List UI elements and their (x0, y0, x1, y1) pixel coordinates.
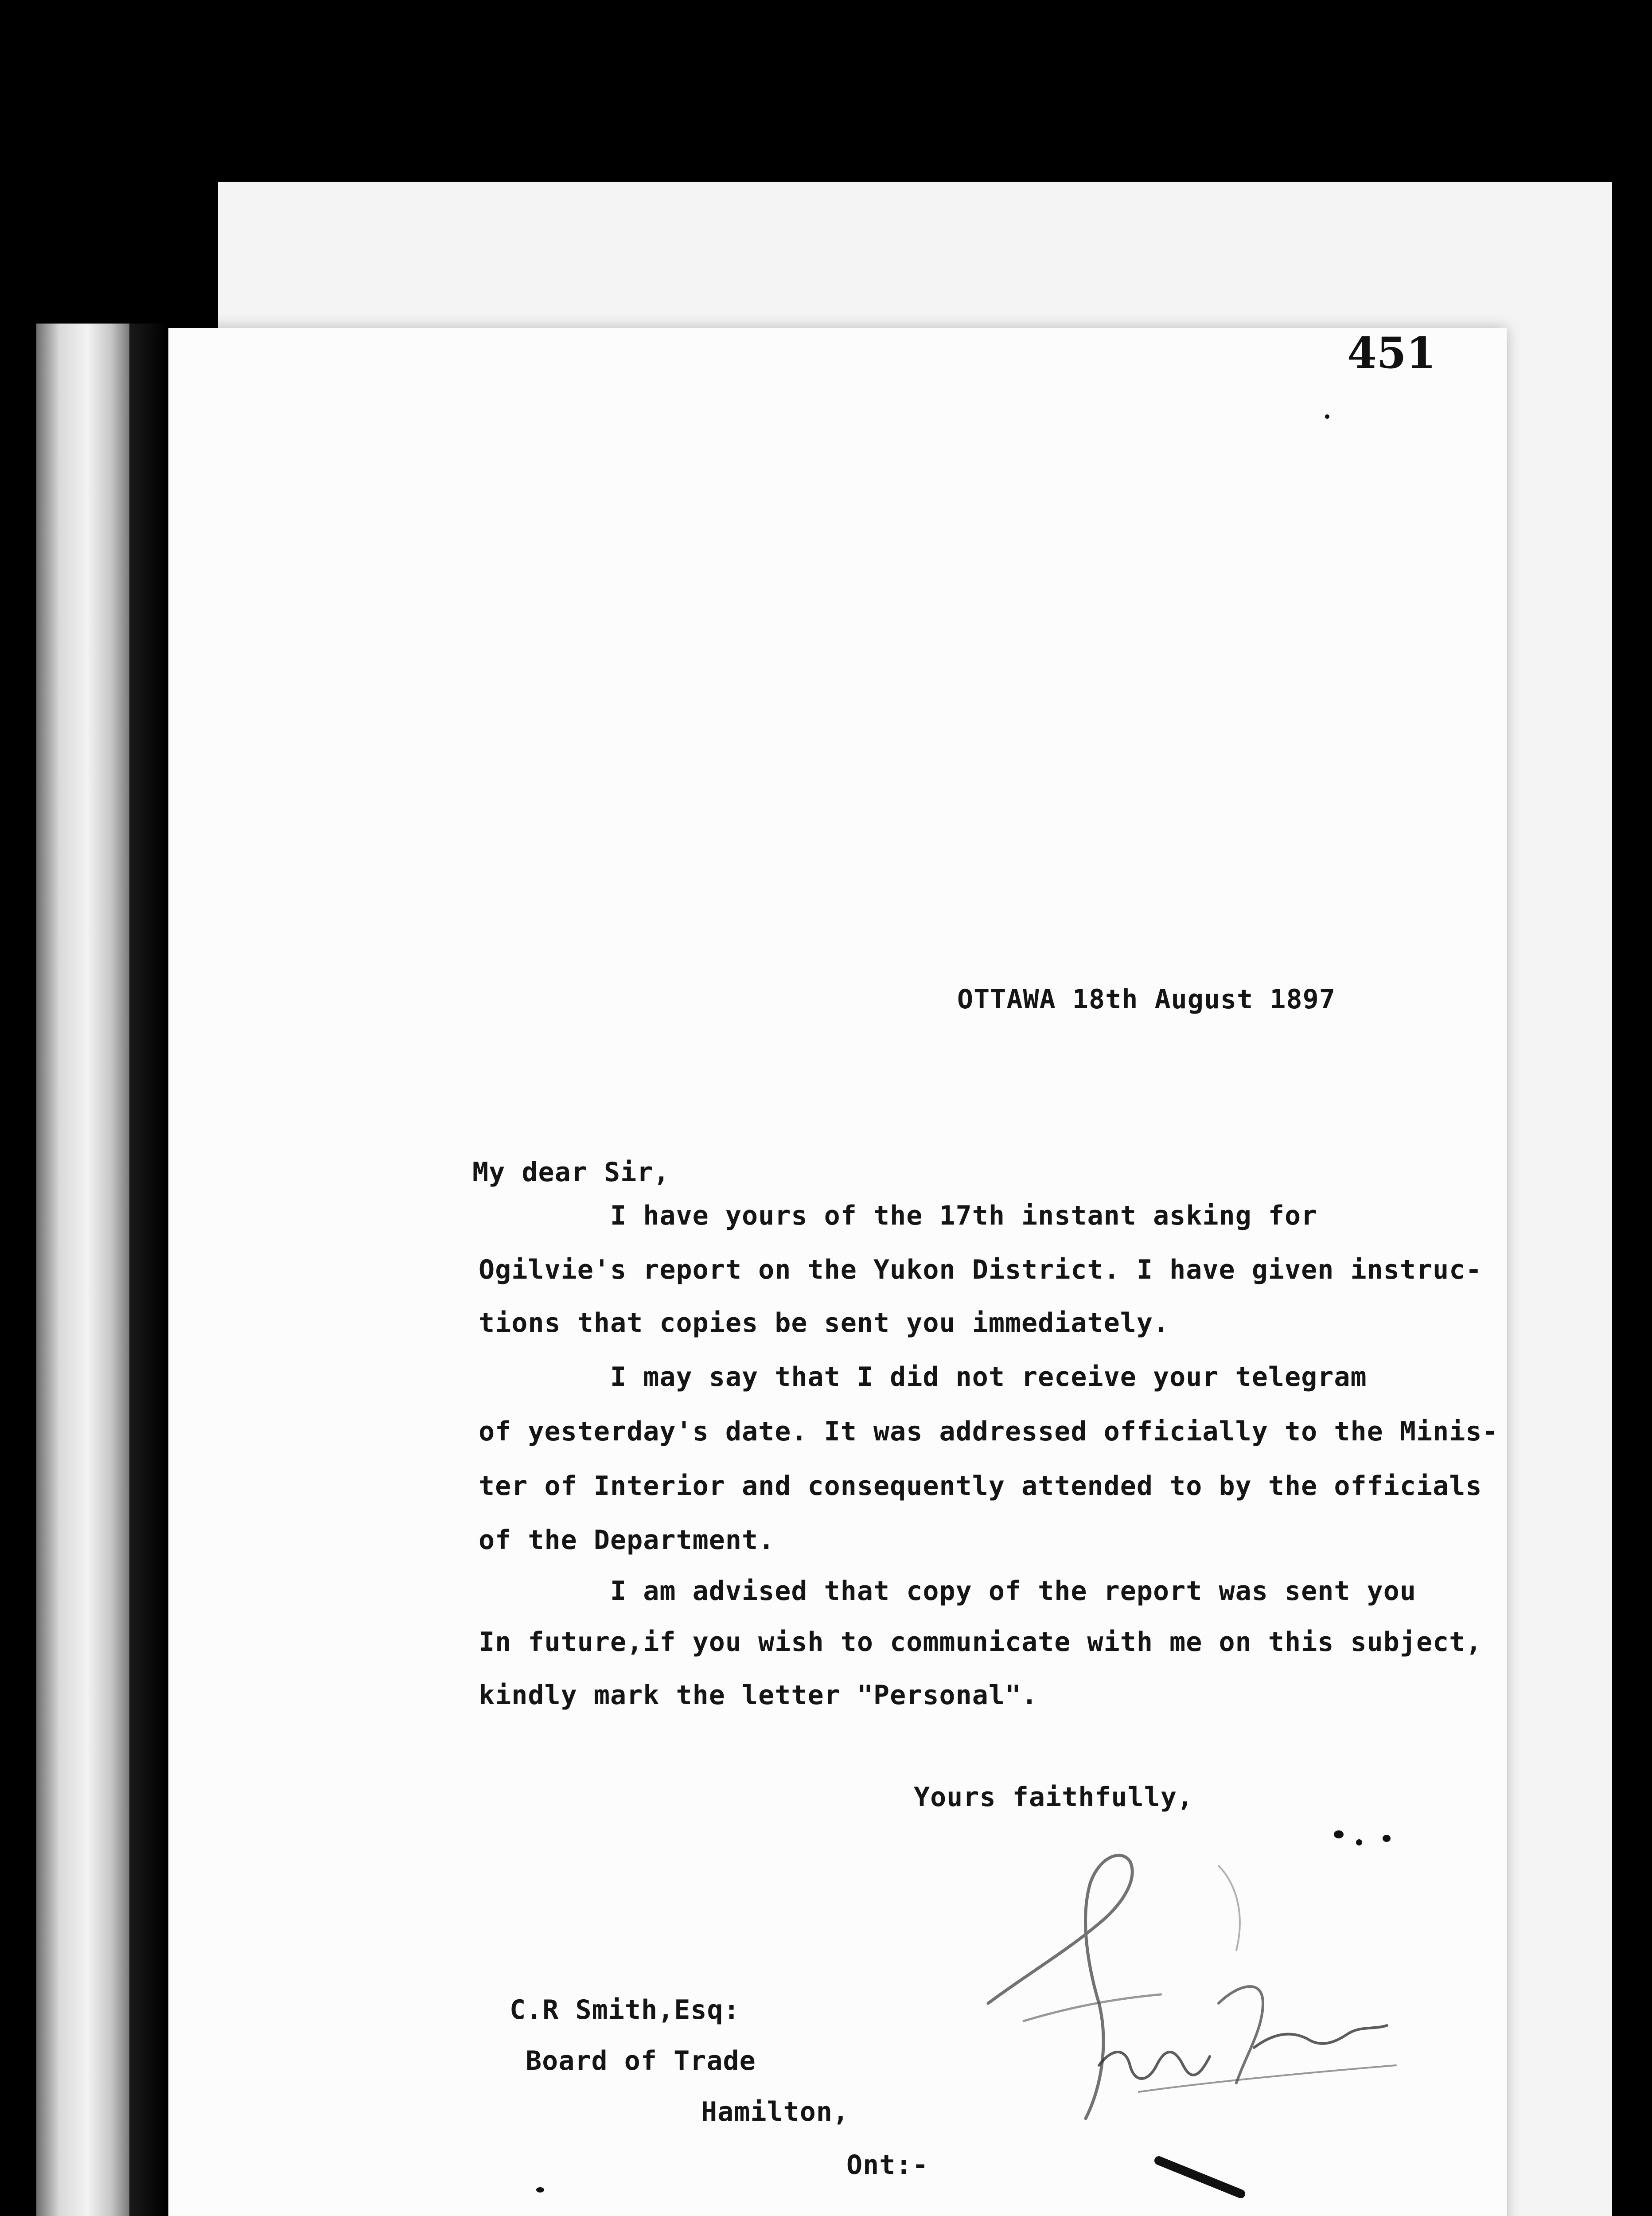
page-number: 451 (1347, 328, 1436, 378)
ink-stroke-mark (1152, 2150, 1250, 2203)
binding-strip (36, 324, 129, 2216)
letter-body-line: tions that copies be sent you immediately. (479, 1307, 1170, 1338)
addressee-organization: Board of Trade (526, 2045, 756, 2076)
letter-salutation: My dear Sir, (472, 1157, 670, 1188)
binding-shadow (129, 324, 168, 2216)
letter-body-line: ter of Interior and consequently attended to by the officials (479, 1471, 1482, 1502)
letter-body-line: I may say that I did not receive your telegram (479, 1362, 1367, 1393)
letter-body-line: kindly mark the letter "Personal". (479, 1680, 1038, 1711)
letter-body-line: I have yours of the 17th instant asking for (479, 1200, 1318, 1231)
addressee-province: Ont:- (846, 2150, 929, 2181)
addressee-city: Hamilton, (701, 2096, 849, 2127)
addressee-name: C.R Smith,Esq: (510, 1994, 740, 2025)
letter-body-line: In future,if you wish to communicate with me on this subject, (479, 1627, 1482, 1658)
letter-body-line: I am advised that copy of the report was sent you (479, 1576, 1417, 1607)
letter-body-line: of the Department. (479, 1525, 775, 1556)
letter-body-line: of yesterday's date. It was addressed officially to the Minis- (479, 1416, 1499, 1447)
letter-closing: Yours faithfully, (914, 1782, 1194, 1813)
letter-body-line: Ogilvie's report on the Yukon District. I have given instruc- (479, 1254, 1482, 1285)
letter-dateline: OTTAWA 18th August 1897 (957, 984, 1336, 1015)
handwritten-signature (953, 1817, 1440, 2154)
